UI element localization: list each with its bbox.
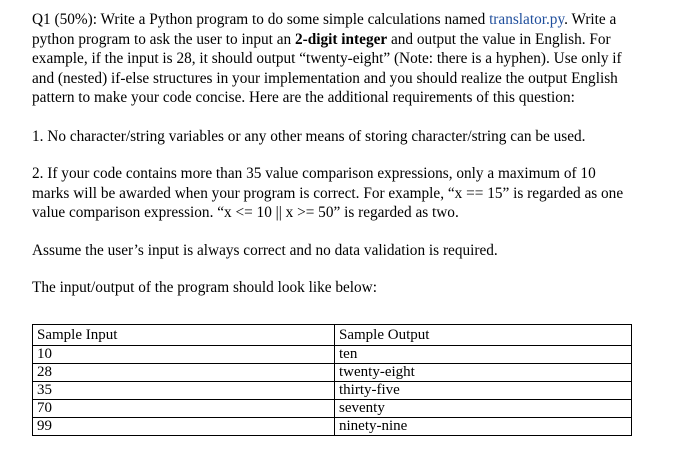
- header-sample-input: Sample Input: [33, 325, 335, 346]
- document-body: [32, 10, 632, 298]
- input-cell: 99: [33, 418, 335, 436]
- input-cell: 70: [33, 400, 335, 418]
- table-row: [33, 400, 632, 418]
- table-header-row: [33, 325, 632, 346]
- table-row: [33, 364, 632, 382]
- sample-io-table: [32, 324, 632, 436]
- output-cell: ten: [335, 346, 632, 364]
- rule-1: 1. No character/string variables or any other means of storing character/string can be used.: [32, 127, 586, 145]
- rule-2: 2. If your code contains more than 35 value comparison expressions, only a maximum of 10 marks will be awarded when your program is correct. For example, “x == 15” is regarded as one value comparison expression. “x <= 10 || x >= 50” is regarded as two.: [32, 165, 624, 221]
- input-cell: 10: [33, 346, 335, 364]
- question-line2-start: Write a python program to ask the user to input an: [32, 11, 617, 48]
- table-row: [33, 346, 632, 364]
- input-cell: 35: [33, 382, 335, 400]
- bold-term: 2-digit integer: [294, 30, 388, 48]
- header-sample-output: Sample Output: [335, 325, 632, 346]
- output-cell: ninety-nine: [335, 418, 632, 436]
- table-row: [33, 418, 632, 436]
- question-paragraph: [32, 10, 632, 108]
- assumption-text: Assume the user’s input is always correct and no data validation is required.: [32, 241, 498, 259]
- question-rest: and output the value in English. For example, if the input is 28, it should output “twenty-eight” (Note: there is a hyphen). Use only if and (nested) if-else structures in your implementation and you should realize the output English pattern to make your code concise. Here are the additional requirements of this question:: [32, 30, 622, 106]
- io-intro-text: The input/output of the program should look like below:: [32, 279, 377, 296]
- question-prefix: Q1 (50%): Write a Python program to do some simple calculations named: [32, 11, 490, 28]
- filename-period: .: [564, 11, 568, 28]
- input-cell: 28: [33, 364, 335, 382]
- output-cell: twenty-eight: [335, 364, 632, 382]
- output-cell: thirty-five: [335, 382, 632, 400]
- filename-text: translator.py: [489, 11, 565, 28]
- table-row: [33, 382, 632, 400]
- output-cell: seventy: [335, 400, 632, 418]
